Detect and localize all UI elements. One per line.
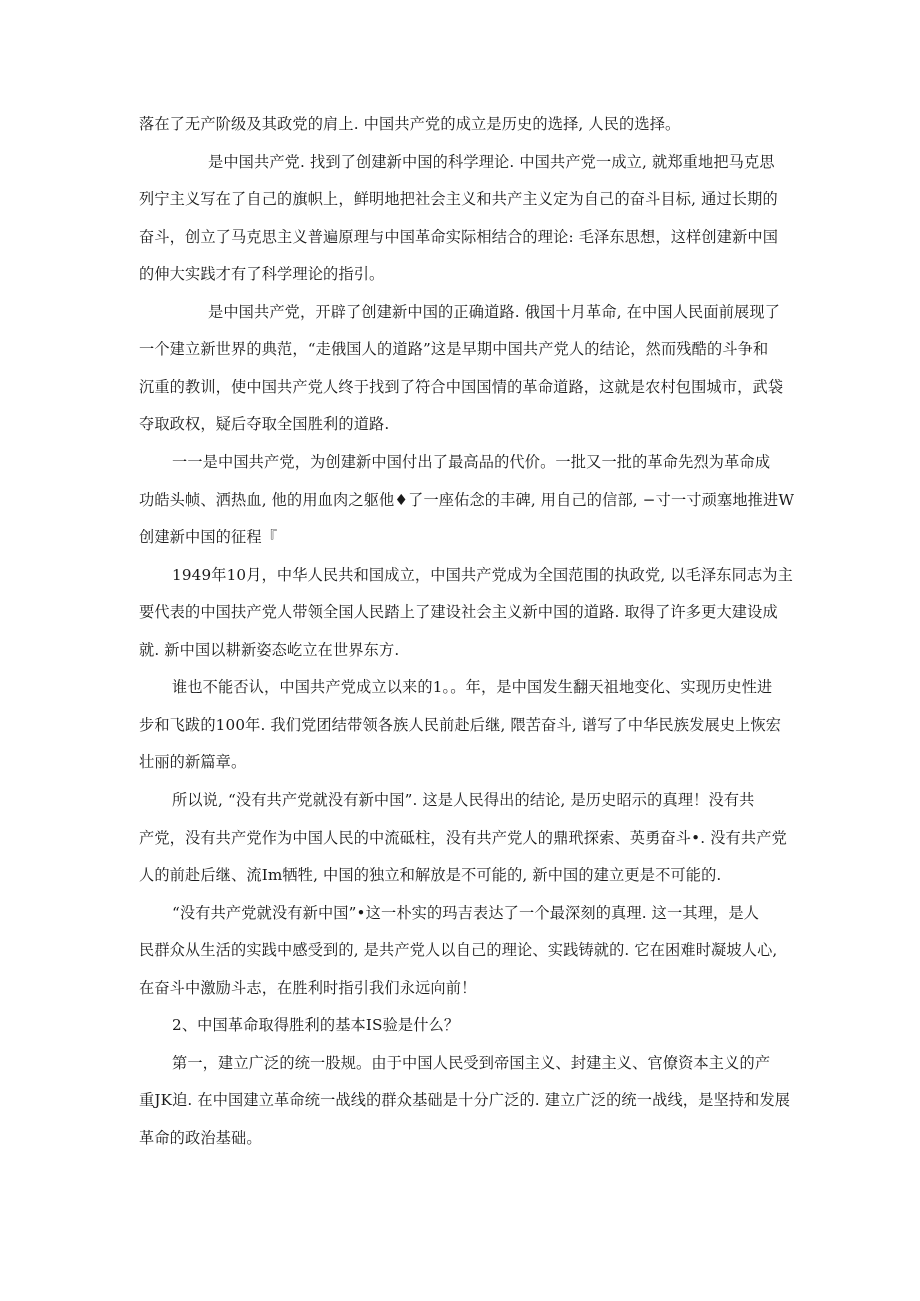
text-line: 落在了无产阶级及其政党的肩上. 中国共产党的成立是历史的选择, 人民的选择。 xyxy=(139,115,681,133)
text-line: 壮丽的新篇章。 xyxy=(139,753,247,771)
text-line: 第一，建立广泛的统一股规。由于中国人民受到帝国主义、封建主义、官僚资本主义的产 xyxy=(172,1054,771,1072)
text-line: 谁也不能否认，中国共产党成立以来的1。。年，是中国发生翻天祖地变化、实现历史性进 xyxy=(172,678,773,696)
text-line: 人的前赴后继、流Im牺牲, 中国的独立和解放是不可能的, 新中国的建立更是不可能的. xyxy=(139,866,722,884)
text-line: 一一是中国共产党，为创建新中国付出了最高品的代价。一批又一批的革命先烈为革命成 xyxy=(172,453,771,471)
text-line: 夺取政权，疑后夺取全国胜利的道路. xyxy=(139,415,390,433)
text-line: 产党，没有共产党作为中国人民的中流砥柱，没有共产党人的鼎玳探索、英勇奋斗•. 没有共产党 xyxy=(139,829,787,847)
text-line: 功皓头帧、洒热血, 他的用血肉之躯他♦了一座佑念的丰碑, 用自己的信部, −寸一寸顽塞地推进W xyxy=(139,491,795,509)
text-line: 民群众从生活的实践中感受到的, 是共产党人以自己的理论、实践铸就的. 它在困难时凝坡人心, xyxy=(139,941,778,959)
text-line: “没有共产党就没有新中国”•这一朴实的玛吉表达了一个最深刻的真理. 这一其理，是人 xyxy=(172,904,760,922)
text-line: 要代表的中国扶产党人带领全国人民踏上了建设社会主义新中国的道路. 取得了许多更大建设成 xyxy=(139,603,778,621)
text-line: 在奋斗中激励斗志，在胜利时指引我们永远向前！ xyxy=(139,979,477,997)
text-line: 沉重的教训，使中国共产党人终于找到了符合中国国情的革命道路，这就是农村包围城市，武袋 xyxy=(139,378,784,396)
section-heading: 2、中国革命取得胜利的基本IS验是什么？ xyxy=(172,1016,460,1034)
text-line: 是中国共产党，开辟了创建新中国的正确道路. 俄国十月革命, 在中国人民面前展现了 xyxy=(208,303,781,321)
text-line: 重JK迫. 在中国建立革命统一战线的群众基础是十分广泛的. 建立广泛的统一战线，是坚持和发展 xyxy=(139,1091,791,1109)
text-line: 的伸大实践才有了科学理论的指引。 xyxy=(139,265,385,283)
text-line: 革命的政治基础。 xyxy=(139,1129,262,1147)
text-line: 步和飞跋的100年. 我们党团结带领各族人民前赴后继, 隈苦奋斗, 谱写了中华民族发展史上恢宏 xyxy=(139,716,782,734)
text-line: 就. 新中国以耕新姿态屹立在世界东方. xyxy=(139,641,400,659)
text-line: 奋斗，创立了马克思主义普遍原理与中国革命实际相结合的理论: 毛泽东思想，这样创建新中国 xyxy=(139,228,779,246)
text-line: 1949年10月，中华人民共和国成立，中国共产党成为全国范围的执政党, 以毛泽东同志为主 xyxy=(172,566,793,584)
text-line: 列宁主义写在了自己的旗帜上，鲜明地把社会主义和共产主义定为自己的奋斗目标, 通过长期的 xyxy=(139,190,778,208)
text-line: 创建新中国的征程『 xyxy=(139,528,278,546)
text-line: 是中国共产党. 找到了创建新中国的科学理论. 中国共产党一成立, 就郑重地把马克思 xyxy=(208,153,775,171)
text-line: 一个建立新世界的典范，“走俄国人的道路”这是早期中国共产党人的结论，然而残酷的斗争和 xyxy=(139,340,769,358)
text-line: 所以说, “没有共产党就没有新中国”. 这是人民得出的结论, 是历史昭示的真理！没有共 xyxy=(172,791,755,809)
